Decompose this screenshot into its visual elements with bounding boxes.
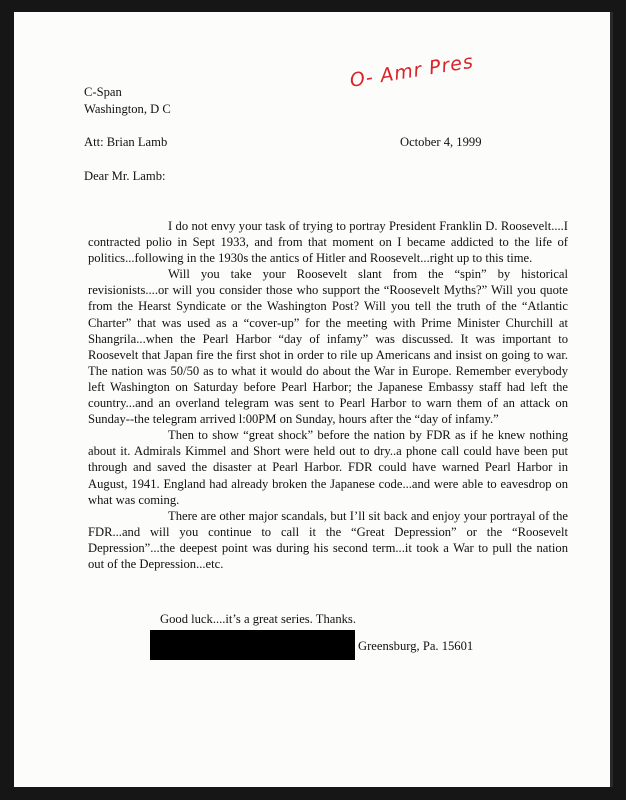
body-paragraph-1: I do not envy your task of trying to portray President Franklin D. Roosevelt....I contracted polio in Sept 1933, and from that moment on I became addicted to the life of politics...following in the 1930s the antics of Hitler and Roosevelt...right up to this time. bbox=[88, 219, 568, 266]
letter-date: October 4, 1999 bbox=[400, 135, 482, 149]
body-paragraph-2: Will you take your Roosevelt slant from the “spin” by historical revisionists....or will you consider those who support the “Roosevelt Myths?” Will you quote from the Hearst Syndicate or the Washington Post? Will you tell the truth of the “Atlantic Charter” that was used as a “cover-up” for the meeting with Prime Minister Churchill at Shangrila...when the Pearl Harbor “day of infamy” was discussed. It was important to Roosevelt that Japan fire the first shot in order to rile up Americans and insist on going to war. The nation was 50/50 as to what it would do about the War in Europe. Remember everybody left Washington on Saturday before Pearl Harbor; the Japanese Embassy staff had left the country...and an overland telegram was sent to Pearl Harbor to warn them of an attack on Sunday--the telegram arrived l:00PM on Sunday, hours after the “day of infamy.” bbox=[88, 267, 568, 427]
recipient-city: Washington, D C bbox=[84, 102, 171, 116]
sender-location: Greensburg, Pa. 15601 bbox=[358, 639, 474, 653]
letter-page bbox=[14, 12, 610, 787]
attention-line: Att: Brian Lamb bbox=[84, 135, 168, 149]
body-paragraph-4: There are other major scandals, but I’ll sit back and enjoy your portrayal of the FDR...and will you continue to call it the “Great Depression” or the “Roosevelt Depression”...the deepest point was during his second term...it took a War to pull the nation out of the Depression...etc. bbox=[88, 508, 568, 571]
closing-line: Good luck....it’s a great series. Thanks. bbox=[160, 612, 356, 626]
redaction-block bbox=[150, 630, 355, 660]
body-paragraph-3: Then to show “great shock” before the nation by FDR as if he knew nothing about it. Admirals Kimmel and Short were held out to dry..a phone call could have been put through and saved the disaster at Pearl Harbor. FDR could have warned Pearl Harbor in August, 1941. England had already broken the Japanese code...and were able to eavesdrop on what was coming. bbox=[88, 428, 568, 507]
handwritten-note: O- Amr Pres bbox=[348, 50, 476, 92]
page-edge-shadow bbox=[610, 12, 613, 787]
recipient-org: C-Span bbox=[84, 85, 122, 99]
letter-body bbox=[88, 218, 568, 572]
salutation: Dear Mr. Lamb: bbox=[84, 169, 166, 183]
